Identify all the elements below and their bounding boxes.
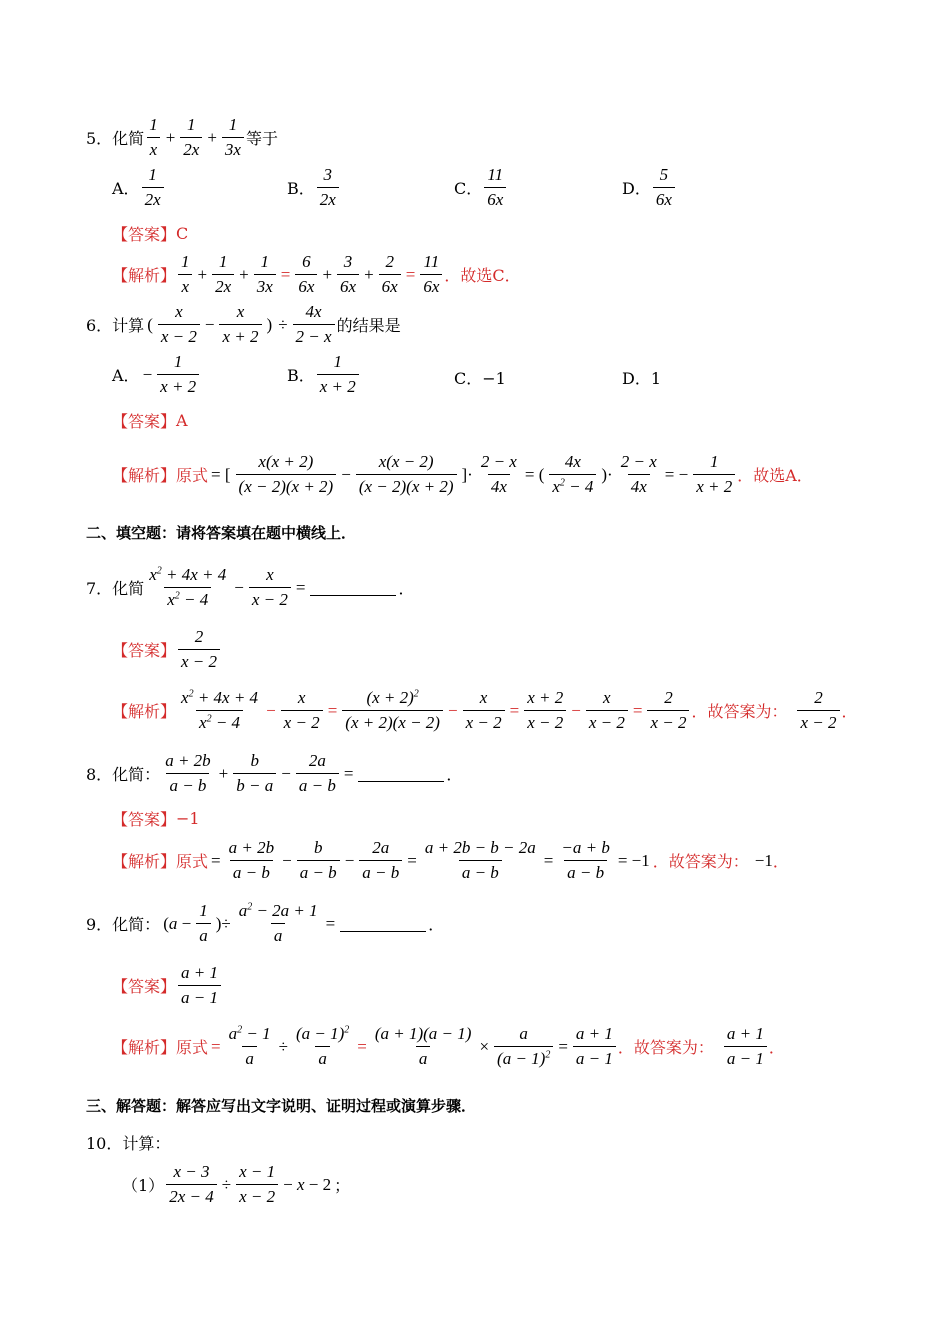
q10-stem: 10．计算：	[86, 1134, 171, 1153]
fraction: $\frac{1}{3x}$	[222, 115, 244, 160]
q6-option-d: D．1	[622, 369, 662, 388]
answer-blank[interactable]	[310, 579, 396, 596]
q8-analysis: 【解析】 原式 = $\frac{a + 2b}{a - b}$ − $\frac{b}{a - b}$ − $\frac{2a}{a - b}$ = $\frac{a + 2b - b - 2a}{a - b}$ = $\frac{-a + b}{a - b}$ = −1 ．故答案为： −1 ．	[112, 838, 789, 882]
q5-stem-prefix: 5．化简	[86, 129, 145, 148]
q10-part1: （1） $\frac{x - 3}{2x - 4}$ ÷ $\frac{x - 1}{x - 2}$ − x − 2 ；	[122, 1162, 351, 1206]
q5-answer: 【答案】 C	[112, 224, 189, 244]
q6-stem: 6．计算 ( $\frac{x}{x - 2}$ − $\frac{x}{x + 2}$ ) ÷ $\frac{4x}{2 - x}$ 的结果是	[86, 302, 401, 346]
q5-stem-suffix: 等于	[245, 129, 278, 148]
q7-answer: 【答案】 $\frac{2}{x - 2}$	[112, 627, 222, 672]
q9-analysis: 【解析】 原式 = $\frac{a^2 - 1}{a}$ ÷ $\frac{(a - 1)^2}{a}$ = $\frac{(a + 1)(a - 1)}{a}$ × $\frac{a}{(a - 1)^2}$ = $\frac{a + 1}{a - 1}$ ．故答案为： $\frac{a + 1}{a - 1}$ ．	[112, 1024, 785, 1068]
q7-stem: 7．化简 $\frac{x^2 + 4x + 4}{x^2 - 4}$ − $\frac{x}{x - 2}$ = ．	[86, 565, 415, 609]
q5-option-a: A． $\frac{1}{2x}$	[112, 165, 166, 210]
section-2-heading: 二、填空题：请将答案填在题中横线上．	[86, 524, 357, 542]
section-3-heading: 三、解答题：解答应写出文字说明、证明过程或演算步骤．	[86, 1097, 477, 1115]
q6-analysis: 【解析】 原式 = [ $\frac{x(x + 2)}{(x - 2)(x + 2)}$ − $\frac{x(x - 2)}{(x - 2)(x + 2)}$ ]· $\frac{2 - x}{4x}$ = ( $\frac{4x}{x^2 - 4}$ )· $\frac{2 - x}{4x}$ = − $\frac{1}{x + 2}$ ．故选A．	[112, 452, 813, 496]
q8-stem: 8．化简： $\frac{a + 2b}{a - b}$ + $\frac{b}{b - a}$ − $\frac{2a}{a - b}$ = ．	[86, 751, 463, 795]
answer-blank[interactable]	[358, 765, 444, 782]
q5-option-c: C． $\frac{11}{6x}$	[454, 165, 508, 210]
q6-option-c: C．−1	[454, 369, 506, 388]
q5-option-d: D． $\frac{5}{6x}$	[622, 165, 677, 210]
q5-stem: 5．化简 $\frac{1}{x}$ + $\frac{1}{2x}$ + $\frac{1}{3x}$ 等于	[86, 115, 278, 159]
q6-answer: 【答案】 A	[112, 411, 188, 431]
answer-blank[interactable]	[340, 915, 426, 932]
q8-answer: 【答案】 −1	[112, 809, 200, 829]
q6-option-a: A． − $\frac{1}{x + 2}$	[112, 352, 201, 397]
fraction: $\frac{1}{2x}$	[180, 115, 202, 160]
fraction: $\frac{1}{x}$	[146, 115, 161, 160]
q6-option-b: B． $\frac{1}{x + 2}$	[287, 352, 361, 397]
q5-analysis: 【解析】 $\frac{1}{x}$ + $\frac{1}{2x}$ + $\frac{1}{3x}$ = $\frac{6}{6x}$ + $\frac{3}{6x}$ + $\frac{2}{6x}$ = $\frac{11}{6x}$ ．故选C．	[112, 252, 521, 296]
q9-answer: 【答案】 $\frac{a + 1}{a - 1}$	[112, 963, 223, 1008]
q7-analysis: 【解析】 $\frac{x^2 + 4x + 4}{x^2 - 4}$ − $\frac{x}{x - 2}$ = $\frac{(x + 2)^2}{(x + 2)(x - 2)}$ − $\frac{x}{x - 2}$ = $\frac{x + 2}{x - 2}$ − $\frac{x}{x - 2}$ = $\frac{2}{x - 2}$ ．故答案为： $\frac{2}{x - 2}$ ．	[112, 688, 858, 732]
q5-option-b: B． $\frac{3}{2x}$	[287, 165, 341, 210]
q9-stem: 9．化简： (a − $\frac{1}{a}$ )÷ $\frac{a^2 - 2a + 1}{a}$ = ．	[86, 901, 445, 945]
